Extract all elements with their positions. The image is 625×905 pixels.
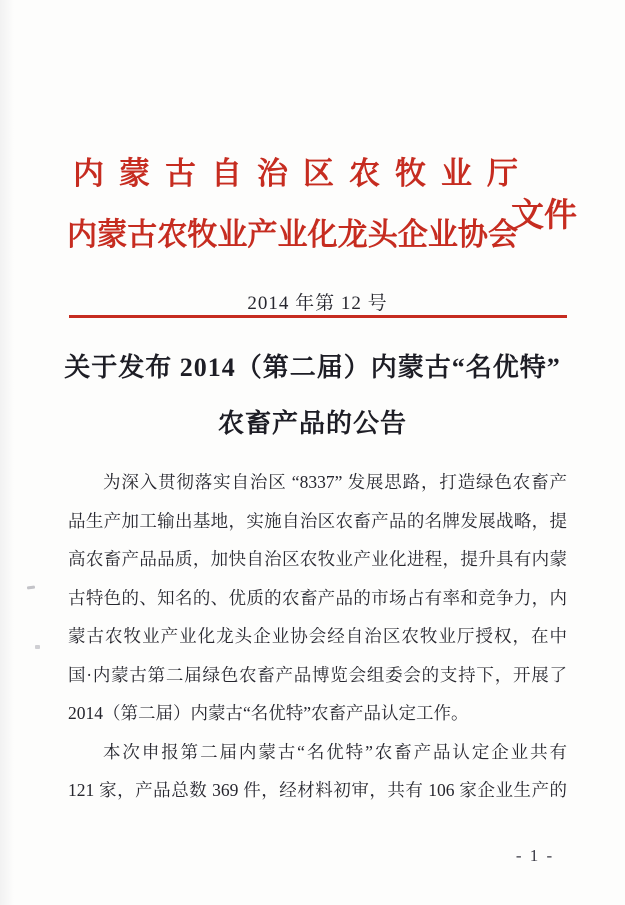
- body-line: 国·内蒙古第二届绿色农畜产品博览会组委会的支持下，开展了: [68, 664, 567, 685]
- body-line: 品生产加工输出基地，实施自治区农畜产品的名牌发展战略，提: [68, 510, 567, 531]
- body-line: 古特色的、知名的、优质的农畜产品的市场占有率和竞争力，内: [68, 587, 567, 608]
- document-title-line-1: 关于发布 2014（第二届）内蒙古“名优特”: [64, 353, 561, 382]
- body-line: 高农畜产品品质，加快自治区农牧业产业化进程，提升具有内蒙: [68, 549, 567, 569]
- page-number: - 1 -: [515, 846, 555, 865]
- body-line: 为深入贯彻落实自治区 “8337” 发展思路，打造绿色农畜产: [103, 472, 567, 492]
- document-title-line-2: 农畜产品的公告: [217, 409, 407, 438]
- document-type-label: 文件: [511, 198, 577, 234]
- issuing-authority-primary: 内蒙古自治区农牧业厅: [73, 156, 533, 191]
- scan-artifact: [35, 645, 40, 649]
- body-line: 本次申报第二届内蒙古“名优特”农畜产品认定企业共有: [103, 741, 567, 762]
- scan-artifact: [27, 585, 35, 589]
- issuing-authority-secondary: 内蒙古农牧业产业化龙头企业协会: [67, 217, 519, 252]
- body-line: 蒙古农牧业产业化龙头企业协会经自治区农牧业厅授权，在中: [68, 626, 567, 646]
- body-line: 121 家，产品总数 369 件，经材料初审，共有 106 家企业生产的: [68, 780, 567, 800]
- issue-number: 2014 年第 12 号: [247, 293, 388, 314]
- red-divider-rule: [69, 315, 567, 318]
- document-body: [68, 463, 567, 810]
- document-title: [40, 350, 585, 442]
- body-line: 2014（第二届）内蒙古“名优特”农畜产品认定工作。: [68, 703, 469, 723]
